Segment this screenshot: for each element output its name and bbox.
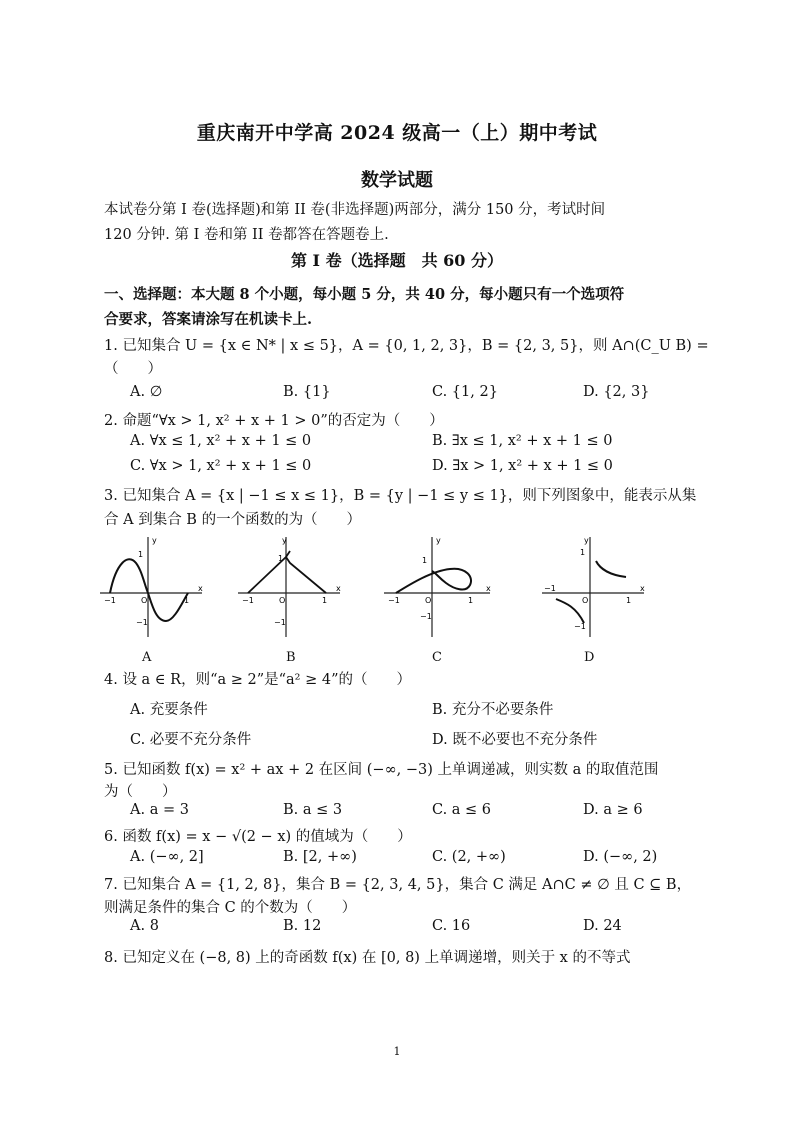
q5-option-d: D. a ≥ 6 — [583, 802, 643, 818]
q5-option-c: C. a ≤ 6 — [432, 802, 492, 818]
graph-a-y-label: y — [152, 536, 157, 545]
q4-stem: 4. 设 a ∈ R，则“a ≥ 2”是“a² ≥ 4”的（ ） — [104, 672, 412, 688]
q3-stem-2: 合 A 到集合 B 的一个函数的为（ ） — [104, 512, 362, 528]
q2-option-d: D. ∃x > 1, x² + x + 1 ≤ 0 — [432, 458, 613, 474]
q4-option-d: D. 既不必要也不充分条件 — [432, 732, 598, 748]
q3-label-b: B — [286, 650, 296, 665]
graph-d-y-label: y — [584, 536, 589, 545]
q4-option-c: C. 必要不充分条件 — [130, 732, 252, 748]
graph-c-origin: O — [425, 596, 432, 605]
q3-label-a: A — [142, 650, 152, 665]
graph-b-neg-one: −1 — [242, 596, 254, 605]
graph-c-y-one: 1 — [422, 556, 428, 565]
graph-b-y-one: 1 — [278, 554, 284, 563]
q6-option-b: B. [2, +∞) — [283, 849, 357, 865]
graph-b-y-neg-one: −1 — [274, 618, 286, 627]
graph-d-x-label: x — [640, 584, 645, 593]
q2-option-b: B. ∃x ≤ 1, x² + x + 1 ≤ 0 — [432, 433, 613, 449]
graph-c-x-label: x — [486, 584, 491, 593]
graph-a-neg-one: −1 — [104, 596, 116, 605]
q3-graph-b — [236, 533, 344, 643]
q3-stem-1: 3. 已知集合 A = {x | −1 ≤ x ≤ 1}，B = {y | −1 ≤ y ≤ 1}，则下列图象中，能表示从集 — [104, 488, 697, 504]
q1-option-c: C. {1, 2} — [432, 384, 498, 400]
q4-option-a: A. 充要条件 — [130, 702, 208, 718]
q6-option-a: A. (−∞, 2] — [130, 849, 204, 865]
q3-graph-c — [382, 533, 494, 643]
q4-option-b: B. 充分不必要条件 — [432, 702, 554, 718]
q3-label-d: D — [584, 650, 595, 665]
graph-a-origin: O — [141, 596, 148, 605]
q5-option-a: A. a = 3 — [130, 802, 189, 818]
q7-option-d: D. 24 — [583, 918, 622, 934]
graph-a-x-label: x — [198, 584, 203, 593]
q1-option-d: D. {2, 3} — [583, 384, 650, 400]
q7-option-c: C. 16 — [432, 918, 471, 934]
intro-line-2: 120 分钟. 第 I 卷和第 II 卷都答在答题卷上. — [104, 227, 389, 243]
part1-line-2: 合要求，答案请涂写在机读卡上. — [104, 311, 313, 328]
q5-stem-1: 5. 已知函数 f(x) = x² + ax + 2 在区间 (−∞, −3) 上单调递减，则实数 a 的取值范围 — [104, 762, 659, 778]
graph-a-y-one: 1 — [138, 550, 144, 559]
q7-option-b: B. 12 — [283, 918, 322, 934]
page-number: 1 — [393, 1045, 401, 1058]
q7-option-a: A. 8 — [130, 918, 159, 934]
intro-line-1: 本试卷分第 I 卷(选择题)和第 II 卷(非选择题)两部分，满分 150 分，考试时间 — [104, 202, 606, 218]
q1-option-b: B. {1} — [283, 384, 331, 400]
exam-title: 重庆南开中学高 2024 级高一（上）期中考试 — [196, 122, 598, 144]
graph-b-origin: O — [279, 596, 286, 605]
q2-option-c: C. ∀x > 1, x² + x + 1 ≤ 0 — [130, 458, 312, 474]
q5-stem-2: 为（ ） — [104, 784, 177, 800]
graph-d-neg-one: −1 — [544, 584, 556, 593]
graph-c-neg-one: −1 — [388, 596, 400, 605]
q1-paren: （ ） — [104, 361, 162, 377]
section-title: 第 I 卷（选择题 共 60 分） — [290, 251, 504, 270]
graph-c-y-label: y — [436, 536, 441, 545]
q3-label-c: C — [432, 650, 442, 665]
graph-b-x-label: x — [336, 584, 341, 593]
graph-c-y-neg-one: −1 — [420, 612, 432, 621]
q3-graph-d — [540, 533, 648, 643]
q1-stem: 1. 已知集合 U = {x ∈ N* | x ≤ 5}，A = {0, 1, 2, 3}，B = {2, 3, 5}，则 A∩(C_U B) = — [104, 338, 709, 354]
q3-graph-a — [98, 533, 206, 643]
q6-option-c: C. (2, +∞) — [432, 849, 506, 865]
q5-option-b: B. a ≤ 3 — [283, 802, 343, 818]
q2-option-a: A. ∀x ≤ 1, x² + x + 1 ≤ 0 — [130, 433, 312, 449]
q2-stem: 2. 命题“∀x > 1, x² + x + 1 > 0”的否定为（ ） — [104, 413, 444, 429]
q6-stem: 6. 函数 f(x) = x − √(2 − x) 的值域为（ ） — [104, 829, 412, 845]
graph-d-one: 1 — [626, 596, 632, 605]
q8-stem: 8. 已知定义在 (−8, 8) 上的奇函数 f(x) 在 [0, 8) 上单调递增，则关于 x 的不等式 — [104, 950, 631, 966]
q6-option-d: D. (−∞, 2) — [583, 849, 658, 865]
q7-stem-1: 7. 已知集合 A = {1, 2, 8}，集合 B = {2, 3, 4, 5}，集合 C 满足 A∩C ≠ ∅ 且 C ⊆ B， — [104, 877, 692, 893]
q1-option-a: A. ∅ — [130, 384, 163, 400]
exam-subtitle: 数学试题 — [361, 170, 433, 191]
graph-d-y-one: 1 — [580, 548, 586, 557]
graph-c-one: 1 — [468, 596, 474, 605]
graph-b-y-label: y — [282, 536, 287, 545]
part1-line-1: 一、选择题：本大题 8 个小题，每小题 5 分，共 40 分，每小题只有一个选项符 — [104, 286, 625, 303]
graph-a-y-neg-one: −1 — [136, 618, 148, 627]
q7-stem-2: 则满足条件的集合 C 的个数为（ ） — [104, 900, 357, 916]
graph-d-origin: O — [582, 596, 589, 605]
graph-a-one: 1 — [184, 596, 190, 605]
graph-b-one: 1 — [322, 596, 328, 605]
graph-d-y-neg-one: −1 — [574, 622, 586, 631]
